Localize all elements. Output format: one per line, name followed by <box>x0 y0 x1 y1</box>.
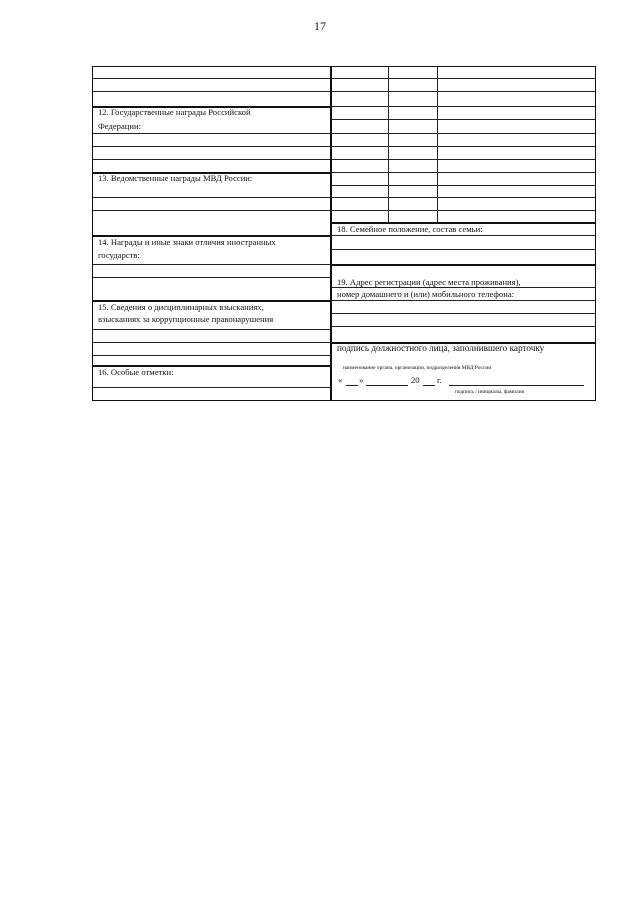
section-18-title: 18. Семейное положение, состав семьи: <box>337 224 483 234</box>
right-row-line <box>331 159 595 160</box>
section-13-title: 13. Ведомственные награды МВД России: <box>98 173 253 183</box>
left-row-line <box>93 329 330 330</box>
page-number: 17 <box>314 19 326 33</box>
right-row-line <box>331 210 595 211</box>
section-12-title-cont: Федерации: <box>98 121 141 131</box>
section-19-title-cont: номер домашнего и (или) мобильного телефона: <box>337 289 515 299</box>
year-prefix: 20 <box>411 375 420 385</box>
right-row-line <box>331 300 595 301</box>
date-quote-close: » <box>359 375 364 385</box>
right-row-line <box>331 197 595 198</box>
section-14-title-cont: государств: <box>98 250 140 260</box>
year-suffix: г. <box>437 375 442 385</box>
left-row-line <box>93 277 330 278</box>
right-row-line <box>331 146 595 147</box>
left-row-line <box>93 387 330 388</box>
signature-blank <box>449 385 584 386</box>
right-row-line <box>331 119 595 120</box>
right-row-line <box>331 133 595 134</box>
left-row-line <box>93 264 330 265</box>
date-quote-open: « <box>338 375 343 385</box>
organization-caption: наименование органа, организации, подразделения МВД России <box>343 365 492 371</box>
left-row-line <box>93 146 330 147</box>
year-blank <box>423 385 435 386</box>
section-15-title: 15. Сведения о дисциплинарных взысканиях, <box>98 302 264 312</box>
section-14-title: 14. Награды и иные знаки отличия иностранных <box>98 237 276 247</box>
left-row-line <box>93 342 330 343</box>
right-row-line <box>331 326 595 327</box>
right-row-line <box>331 185 595 186</box>
section-19-title: 19. Адрес регистрации (адрес места проживания), <box>337 277 521 287</box>
right-row-line <box>331 91 595 92</box>
left-row-line <box>93 133 330 134</box>
right-section-line <box>331 264 595 266</box>
right-row-line <box>331 249 595 250</box>
left-row-line <box>93 78 330 79</box>
right-row-line <box>331 78 595 79</box>
right-row-line <box>331 106 595 107</box>
month-blank <box>366 385 408 386</box>
personal-card-form <box>92 66 596 401</box>
center-divider <box>330 67 332 400</box>
right-row-line <box>331 172 595 173</box>
day-blank <box>346 385 358 386</box>
section-16-title: 16. Особые отметки: <box>98 367 174 377</box>
right-row-line <box>331 235 595 236</box>
right-row-line <box>331 313 595 314</box>
left-row-line <box>93 355 330 356</box>
section-15-title-cont: взысканиях за коррупционные правонарушения <box>98 314 274 324</box>
left-row-line <box>93 197 330 198</box>
signature-initials-caption: подпись / инициалы, фамилия <box>455 389 525 395</box>
official-signature-caption: подпись должностного лица, заполнившего карточку <box>337 343 545 353</box>
left-row-line <box>93 210 330 211</box>
left-row-line <box>93 91 330 92</box>
left-row-line <box>93 159 330 160</box>
section-12-title: 12. Государственные награды Российской <box>98 107 251 117</box>
